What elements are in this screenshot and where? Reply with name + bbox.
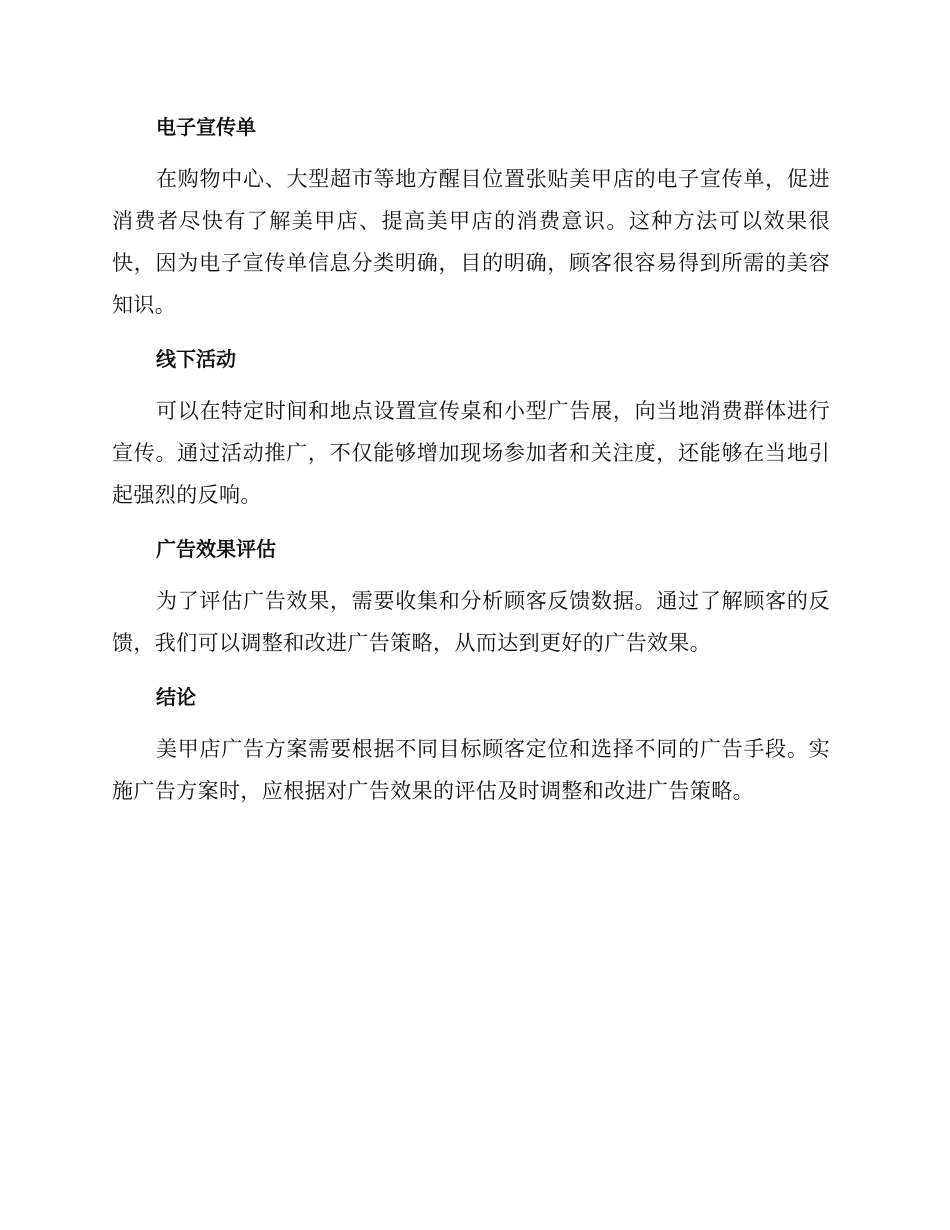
section-heading-conclusion: 结论 (156, 685, 196, 709)
section-heading-offline-events: 线下活动 (156, 347, 236, 371)
section-paragraph-conclusion: 美甲店广告方案需要根据不同目标顾客定位和选择不同的广告手段。实施广告方案时，应根据对广告效果的评估及时调整和改进广告策略。 (112, 737, 830, 803)
section-paragraph-ad-evaluation: 为了评估广告效果，需要收集和分析顾客反馈数据。通过了解顾客的反馈，我们可以调整和改进广告策略，从而达到更好的广告效果。 (112, 589, 830, 655)
document-content (112, 106, 830, 824)
section-paragraph-flyer: 在购物中心、大型超市等地方醒目位置张贴美甲店的电子宣传单，促进消费者尽快有了解美甲店、提高美甲店的消费意识。这种方法可以效果很快，因为电子宣传单信息分类明确，目的明确，顾客很容易得到所需的美容知识。 (112, 167, 830, 317)
section-heading-ad-evaluation: 广告效果评估 (156, 537, 276, 561)
section-heading-flyer: 电子宣传单 (156, 115, 256, 139)
section-paragraph-offline-events: 可以在特定时间和地点设置宣传桌和小型广告展，向当地消费群体进行宣传。通过活动推广，不仅能够增加现场参加者和关注度，还能够在当地引起强烈的反响。 (112, 399, 830, 507)
